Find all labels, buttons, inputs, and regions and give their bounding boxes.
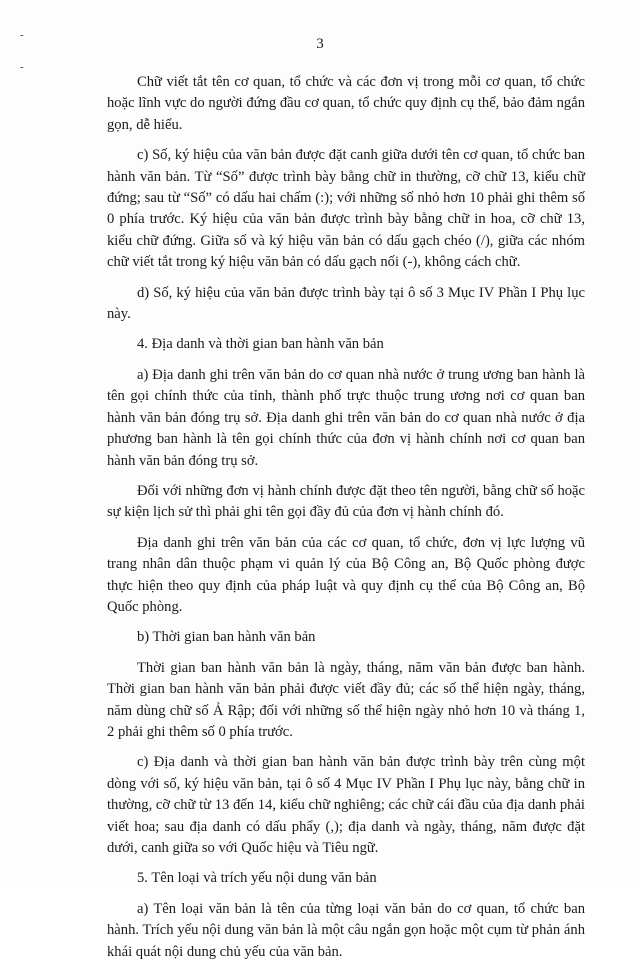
section-heading-5: 5. Tên loại và trích yếu nội dung văn bản <box>137 870 377 887</box>
margin-mark: - <box>20 29 24 41</box>
paragraph-issue-time: Thời gian ban hành văn bản là ngày, tháng, năm văn bản được ban hành. Thời gian ban hành văn bản phải được viết đầy đủ; các số thể hiện ngày, tháng, năm dùng chữ số Ả Rập; đối với những số thể hiện ngày nhỏ hơn 10 và tháng 1, 2 phải ghi thêm số 0 phía trước. <box>107 659 585 740</box>
paragraph-d-number-symbol-position: d) Số, ký hiệu của văn bản được trình bày tại ô số 3 Mục IV Phần I Phụ lục này. <box>107 284 585 323</box>
paragraph-place-name-person: Đối với những đơn vị hành chính được đặt theo tên người, bằng chữ số hoặc sự kiện lịch sử thì phải ghi tên gọi đầy đủ của đơn vị hành chính đó. <box>107 482 585 521</box>
section-heading-4: 4. Địa danh và thời gian ban hành văn bản <box>137 336 384 353</box>
margin-mark: - <box>20 61 24 73</box>
subsection-heading-b: b) Thời gian ban hành văn bản <box>137 629 316 646</box>
paragraph-place-name-armed-forces: Địa danh ghi trên văn bản của các cơ quan, tổ chức, đơn vị lực lượng vũ trang nhân dân thuộc phạm vi quản lý của Bộ Công an, Bộ Quốc phòng được thực hiện theo quy định của pháp luật và quy định cụ thể của Bộ Công an, Bộ Quốc phòng. <box>107 534 585 615</box>
paragraph-c-place-time-format: c) Địa danh và thời gian ban hành văn bản được trình bày trên cùng một dòng với số, ký hiệu văn bản, tại ô số 4 Mục IV Phần I Phụ lục này, bằng chữ in thường, cỡ chữ từ 13 đến 14, kiểu chữ nghiêng; các chữ cái đầu của địa danh phải viết hoa; sau địa danh có dấu phẩy (,); địa danh và ngày, tháng, năm được đặt dưới, canh giữa so với Quốc hiệu và Tiêu ngữ. <box>107 754 585 856</box>
paragraph-a-document-type: a) Tên loại văn bản là tên của từng loại văn bản do cơ quan, tổ chức ban hành. Trích yếu nội dung văn bản là một câu ngắn gọn hoặc một cụm từ phản ánh khái quát nội dung chủ yếu của văn bản. <box>107 900 585 960</box>
page-number: 3 <box>316 36 324 52</box>
document-body <box>107 72 585 972</box>
paragraph-a-place-name: a) Địa danh ghi trên văn bản do cơ quan nhà nước ở trung ương ban hành là tên gọi chính thức của tỉnh, thành phố trực thuộc trung ương nơi cơ quan ban hành văn bản đóng trụ sở. Địa danh ghi trên văn bản do cơ quan nhà nước ở địa phương ban hành là tên gọi chính thức của đơn vị hành chính nơi cơ quan ban hành văn bản đóng trụ sở. <box>107 366 585 469</box>
paragraph-abbreviation: Chữ viết tắt tên cơ quan, tổ chức và các đơn vị trong mỗi cơ quan, tổ chức hoặc lĩnh vực do người đứng đầu cơ quan, tổ chức quy định cụ thể, bảo đảm ngắn gọn, dễ hiểu. <box>107 74 585 133</box>
paragraph-c-number-symbol: c) Số, ký hiệu của văn bản được đặt canh giữa dưới tên cơ quan, tổ chức ban hành văn bản. Từ “Số” được trình bày bằng chữ in thường, cỡ chữ 13, kiểu chữ đứng; sau từ “Số” có dấu hai chấm (:); với những số nhỏ hơn 10 phải ghi thêm số 0 phía trước. Ký hiệu của văn bản được trình bày bằng chữ in hoa, cỡ chữ 13, kiểu chữ đứng. Giữa số và ký hiệu văn bản có dấu gạch chéo (/), giữa các nhóm chữ viết tắt trong ký hiệu văn bản có dấu gạch nối (-), không cách chữ. <box>107 147 585 271</box>
